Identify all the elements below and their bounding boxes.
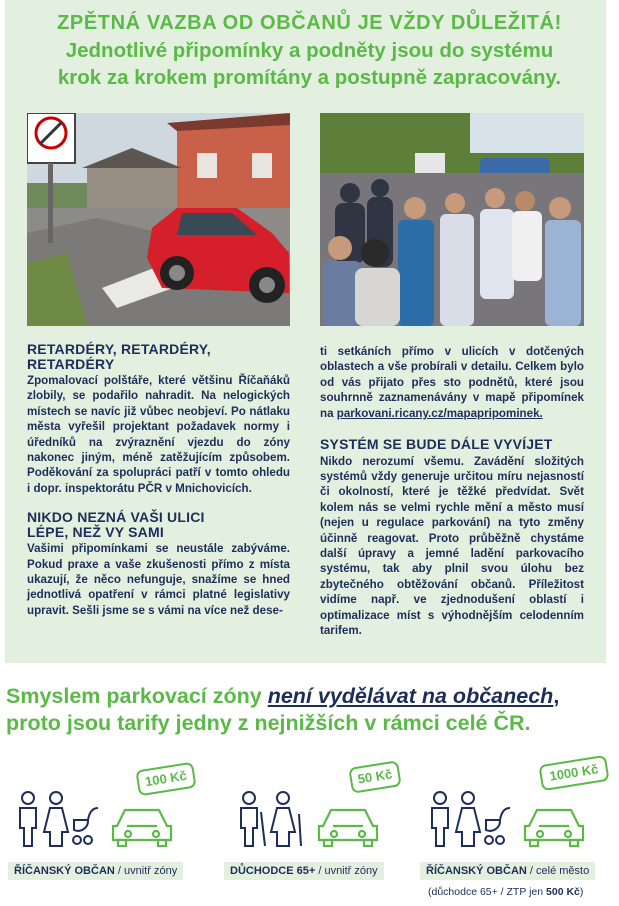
section-body-speed-bumps: Zpomalovací polštáře, které většinu Říčaňáků zlobily, se podařilo nahradit. Na nelogických místech se navíc již vůbec neobjeví. Po nátlaku města vyřešil projektant požadavek normy i úředníků na zvýraznění vjezdu do zóny nakonec jiným, méně zatěžujícím způsobem. Poděkování za spolupráci patří v tomto ohledu i dopr. inspektorátu PČR v Mnichovicích. <box>27 374 290 495</box>
price-badge: 1000 Kč <box>538 755 609 791</box>
note-pre: (důchodce 65+ / ZTP jen <box>428 886 547 898</box>
left-column <box>27 342 290 618</box>
discount-note <box>428 886 583 898</box>
price-badge: 50 Kč <box>348 760 401 794</box>
photo-street-meeting <box>320 113 584 326</box>
tariff-label-rest: / celé město <box>526 865 590 877</box>
tagline-line-2: proto jsou tarify jedny z nejnižších v rámci celé ČR. <box>6 711 531 735</box>
feedback-map-link[interactable]: parkovani.ricany.cz/mapapripominek. <box>336 406 543 420</box>
car-icon <box>319 810 377 846</box>
section-body-your-street: Vašimi připomínkami se neustále zabýváme. Pokud praxe a vaše zkušenosti přímo z místa ukazují, že něco nefunguje, snažíme se hned jednotlivá opatření v rámci platné legislativy upravit. Sešli jsme se s vámi na více než dese- <box>27 542 290 617</box>
section-title-your-street-line-1: NIKDO NEZNÁ VAŠI ULICI <box>27 509 205 526</box>
section-title-speed-bumps <box>27 342 290 371</box>
tariff-senior-zone <box>210 760 410 900</box>
section-title-system-evolves: SYSTÉM SE BUDE DÁLE VYVÍJET <box>320 436 553 453</box>
section-title-speed-bumps-line-2: RETARDÉRY <box>27 355 115 372</box>
price-badge: 100 Kč <box>135 762 196 797</box>
headline <box>0 10 619 91</box>
family-icon <box>14 790 204 852</box>
section-body-your-street-continued <box>320 344 584 421</box>
photo-speed-bump <box>27 113 290 326</box>
car-icon <box>113 810 171 846</box>
note-post: ) <box>579 886 584 898</box>
tariff-label-rest: / uvnitř zóny <box>114 865 178 877</box>
tariff-label-bold: DŮCHODCE 65+ <box>230 865 316 877</box>
section-title-your-street-line-2: LÉPE, NEŽ VY SAMI <box>27 523 164 540</box>
tagline <box>6 683 616 737</box>
tariff-label-bold: ŘÍČANSKÝ OBČAN <box>426 865 527 877</box>
family-icon <box>426 790 616 852</box>
tariff-resident-zone <box>0 760 210 900</box>
headline-line-1: ZPĚTNÁ VAZBA OD OBČANŮ JE VŽDY DŮLEŽITÁ! <box>57 12 562 34</box>
tagline-comma: , <box>553 684 560 708</box>
tariff-label <box>224 862 384 880</box>
senior-couple-icon <box>235 790 395 852</box>
section-body-system-evolves: Nikdo nerozumí všemu. Zavádění složitých systémů vždy generuje určitou míru nejasností či okolností, které je těžké předvídat. Svět kolem nás se velmi rychle mění a město musí (nejen u regulace parkování) na tyto změny účinně reagovat. Proto průběžně chystáme další úpravy a jemné ladění parkovacího systému, tak aby plnil svou úlohu bez zbytečného obtěžování občanů. Příležitost vidíme např. ve zjednodušení oblastí i optimalizace míst s výhodnějším celodenním tarifem. <box>320 454 584 637</box>
section-title-speed-bumps-line-1: RETARDÉRY, RETARDÉRY, <box>27 341 211 357</box>
tariff-label <box>420 862 595 880</box>
tariff-label-rest: / uvnitř zóny <box>315 865 378 877</box>
section-title-your-street <box>27 510 290 539</box>
car-icon <box>525 810 583 846</box>
tariff-resident-city <box>410 760 619 906</box>
continued-text: ti setkáních přímo v ulicích v dotčených oblastech a vše probírali v detailu. Celkem bylo od vás přijato přes sto podnětů, které jsou souhrnně zaznamenávány v mapě připomínek na <box>320 345 584 420</box>
tariff-label-bold: ŘÍČANSKÝ OBČAN <box>14 865 115 877</box>
headline-line-2: Jednotlivé připomínky a podněty jsou do systému <box>65 39 554 62</box>
note-bold: 500 Kč <box>546 886 580 898</box>
headline-line-3: krok za krokem promítány a postupně zapracovány. <box>57 66 562 89</box>
tariff-label <box>8 862 183 880</box>
right-column <box>320 344 584 638</box>
tagline-emphasis: není vydělávat na občanech <box>267 684 554 708</box>
tagline-pre: Smyslem parkovací zóny <box>6 684 268 708</box>
